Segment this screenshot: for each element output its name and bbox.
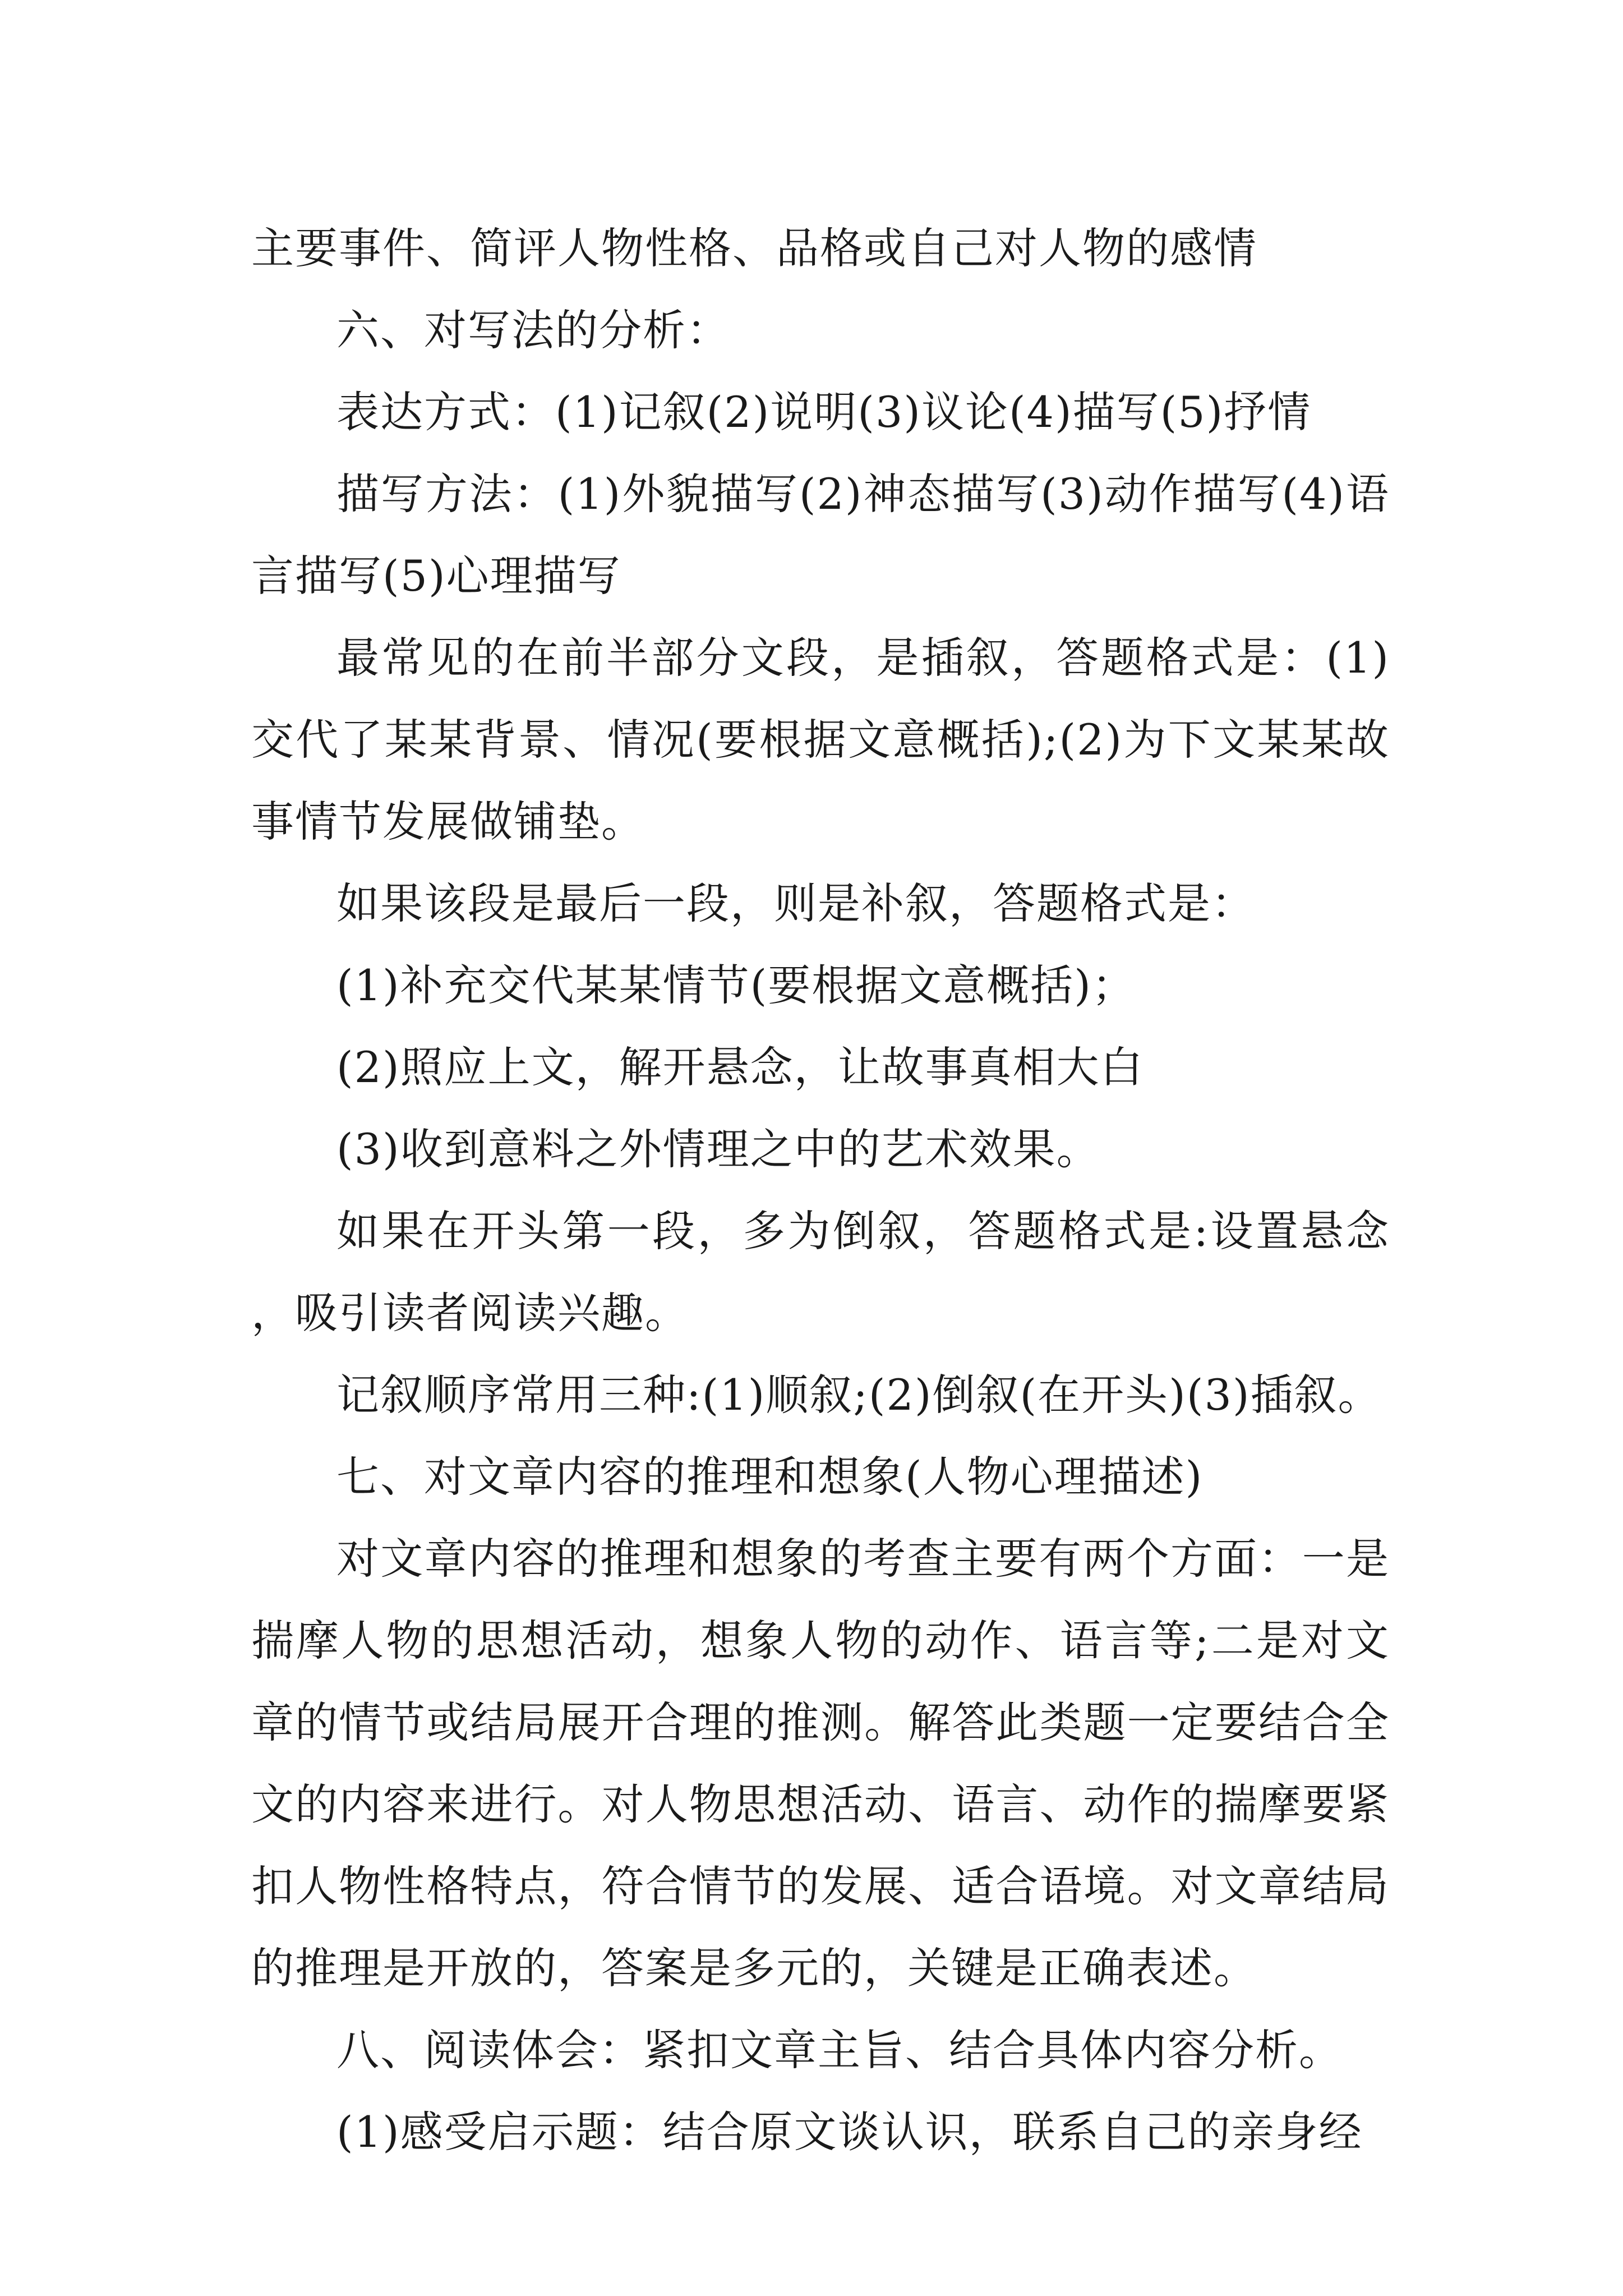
- paragraph: 对文章内容的推理和想象的考查主要有两个方面：一是揣摩人物的思想活动，想象人物的动作、语言等;二是对文章的情节或结局展开合理的推测。解答此类题一定要结合全文的内容来进行。对人物思想活动、语言、动作的揣摩要紧扣人物性格特点，符合情节的发展、适合语境。对文章结局的推理是开放的，答案是多元的，关键是正确表述。: [251, 1534, 1390, 1993]
- paragraph: 记叙顺序常用三种:(1)顺叙;(2)倒叙(在开头)(3)插叙。: [336, 1370, 1382, 1420]
- paragraph: 八、阅读体会：紧扣文章主旨、结合具体内容分析。: [336, 2025, 1343, 2075]
- paragraph: (3)收到意料之外情理之中的艺术效果。: [336, 1124, 1100, 1174]
- paragraph: 如果该段是最后一段，则是补叙，答题格式是：: [336, 878, 1255, 928]
- paragraph: 六、对写法的分析：: [336, 305, 730, 355]
- paragraph: 表达方式：(1)记叙(2)说明(3)议论(4)描写(5)抒情: [336, 387, 1312, 437]
- paragraph: 最常见的在前半部分文段，是插叙，答题格式是：(1)交代了某某背景、情况(要根据文意概括);(2)为下文某某故事情节发展做铺垫。: [251, 633, 1390, 846]
- paragraph: 七、对文章内容的推理和想象(人物心理描述): [336, 1452, 1204, 1502]
- paragraph: (2)照应上文，解开悬念，让故事真相大白: [336, 1042, 1144, 1092]
- paragraph: (1)感受启示题：结合原文谈认识，联系自己的亲身经: [336, 2107, 1363, 2157]
- paragraph: 描写方法：(1)外貌描写(2)神态描写(3)动作描写(4)语言描写(5)心理描写: [251, 469, 1390, 601]
- paragraph: 主要事件、简评人物性格、品格或自己对人物的感情: [251, 223, 1257, 273]
- document-body: [251, 208, 1390, 2173]
- paragraph: (1)补充交代某某情节(要根据文意概括)；: [336, 960, 1136, 1010]
- paragraph: 如果在开头第一段，多为倒叙，答题格式是:设置悬念，吸引读者阅读兴趣。: [251, 1206, 1390, 1338]
